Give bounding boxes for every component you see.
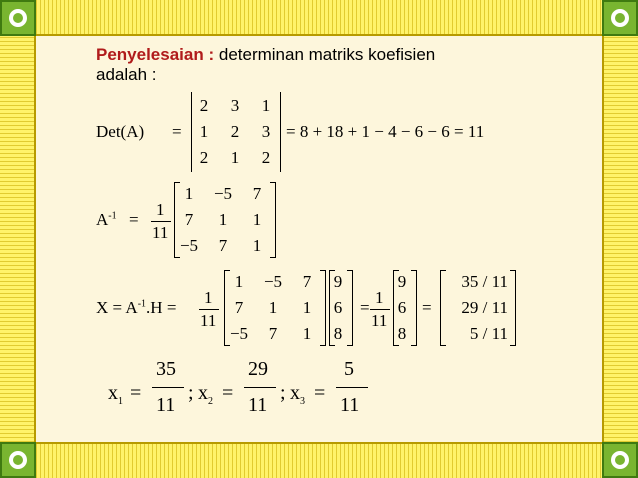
corner-ring-icon — [0, 0, 36, 36]
x1-symbol: x — [108, 382, 118, 404]
x1-equals: = — [130, 382, 142, 404]
inverse-frac-den: 11 — [152, 223, 169, 242]
det-equals: = — [172, 122, 182, 141]
inverse-cell: 1 — [218, 210, 228, 229]
solution-equals-3: = — [422, 298, 432, 317]
inverse-cell: 7 — [184, 210, 194, 229]
h2-cell: 9 — [397, 272, 407, 291]
result-cell: 5 / 11 — [469, 324, 508, 343]
h-cell: 9 — [333, 272, 343, 291]
top-border — [0, 0, 638, 36]
solution-cell: 1 — [234, 272, 244, 291]
inverse-symbol: A — [96, 210, 109, 229]
solution-equation — [96, 266, 566, 350]
x3-frac-line — [336, 387, 368, 388]
solution-frac2-den: 11 — [371, 311, 388, 330]
x1-den: 11 — [156, 394, 176, 416]
h-cell: 6 — [333, 298, 343, 317]
det-bar-right — [280, 92, 281, 172]
heading-text: determinan matriks koefisien — [218, 45, 436, 64]
inverse-equals: = — [129, 210, 139, 229]
x2-symbol: x — [198, 382, 208, 404]
solution-symbol: X = A — [96, 298, 138, 317]
solution-cell: 1 — [302, 298, 312, 317]
h2-bracket-right — [411, 270, 417, 346]
result-cell: 29 / 11 — [461, 298, 508, 317]
x2-den: 11 — [248, 394, 268, 416]
x2-equals: = — [222, 382, 234, 404]
inverse-label — [96, 210, 117, 230]
result-bracket-left — [440, 270, 446, 346]
x3-var — [290, 382, 305, 407]
x3-equals: = — [314, 382, 326, 404]
x1-subscript: 1 — [118, 396, 123, 407]
h-cell: 8 — [333, 324, 343, 343]
solution-frac2-num: 1 — [375, 288, 384, 307]
x3-num: 5 — [344, 358, 354, 380]
x1-frac-line — [152, 387, 184, 388]
h-bracket-right — [347, 270, 353, 346]
x1-var — [108, 382, 123, 407]
slide-content — [96, 40, 576, 430]
inverse-exponent: -1 — [108, 210, 117, 222]
x1-num: 35 — [156, 358, 176, 380]
heading-keyword: Penyelesaian : — [96, 45, 215, 64]
det-cell: 1 — [199, 122, 209, 141]
h2-cell: 6 — [397, 298, 407, 317]
x3-den: 11 — [340, 394, 360, 416]
solution-after: .H = — [146, 298, 177, 317]
x2-sep: ; — [280, 382, 286, 404]
corner-ring-icon — [602, 442, 638, 478]
solution-cell: 7 — [268, 324, 278, 343]
left-border — [0, 36, 36, 442]
heading-line2: adalah : — [96, 65, 157, 84]
det-cell: 2 — [199, 148, 209, 167]
solution-cell: 1 — [268, 298, 278, 317]
right-border — [602, 36, 638, 442]
result-bracket-right — [510, 270, 516, 346]
det-cell: 3 — [230, 96, 240, 115]
inverse-equation — [96, 178, 396, 262]
det-cell: 3 — [261, 122, 271, 141]
bottom-border — [0, 442, 638, 478]
solution-cell: −5 — [229, 324, 249, 343]
x3-subscript: 3 — [300, 396, 305, 407]
det-result: = 8 + 18 + 1 − 4 − 6 − 6 = 11 — [286, 122, 485, 141]
heading — [96, 44, 566, 65]
solution-cell: −5 — [263, 272, 283, 291]
det-cell: 2 — [199, 96, 209, 115]
inverse-frac-num: 1 — [156, 200, 165, 219]
solution-cell: 7 — [302, 272, 312, 291]
solution-label — [96, 298, 176, 318]
det-label: Det(A) — [96, 122, 145, 141]
x1-sep: ; — [188, 382, 194, 404]
x2-num: 29 — [248, 358, 268, 380]
solution-frac-num: 1 — [204, 288, 213, 307]
inverse-frac-line — [151, 221, 171, 222]
final-answers — [108, 356, 408, 426]
solution-cell: 7 — [234, 298, 244, 317]
solution-frac-den: 11 — [200, 311, 217, 330]
result-cell: 35 / 11 — [461, 272, 508, 291]
det-cell: 1 — [261, 96, 271, 115]
solution-frac-line — [199, 309, 219, 310]
solution-exponent: -1 — [137, 298, 147, 310]
inverse-bracket-right — [270, 182, 276, 258]
det-cell: 2 — [230, 122, 240, 141]
inverse-cell: 1 — [184, 184, 194, 203]
x2-subscript: 2 — [208, 396, 213, 407]
inverse-cell: 7 — [218, 236, 228, 255]
det-cell: 2 — [261, 148, 271, 167]
det-cell: 1 — [230, 148, 240, 167]
inverse-cell: 1 — [252, 210, 262, 229]
inverse-cell: 7 — [252, 184, 262, 203]
solution-cell: 1 — [302, 324, 312, 343]
corner-ring-icon — [0, 442, 36, 478]
x3-symbol: x — [290, 382, 300, 404]
solution-equals-2: = — [360, 298, 370, 317]
determinant-equation — [96, 88, 566, 178]
inverse-cell: −5 — [213, 184, 233, 203]
x2-frac-line — [244, 387, 276, 388]
h2-cell: 8 — [397, 324, 407, 343]
inverse-cell: −5 — [179, 236, 199, 255]
corner-ring-icon — [602, 0, 638, 36]
inverse-cell: 1 — [252, 236, 262, 255]
x2-var — [198, 382, 213, 407]
